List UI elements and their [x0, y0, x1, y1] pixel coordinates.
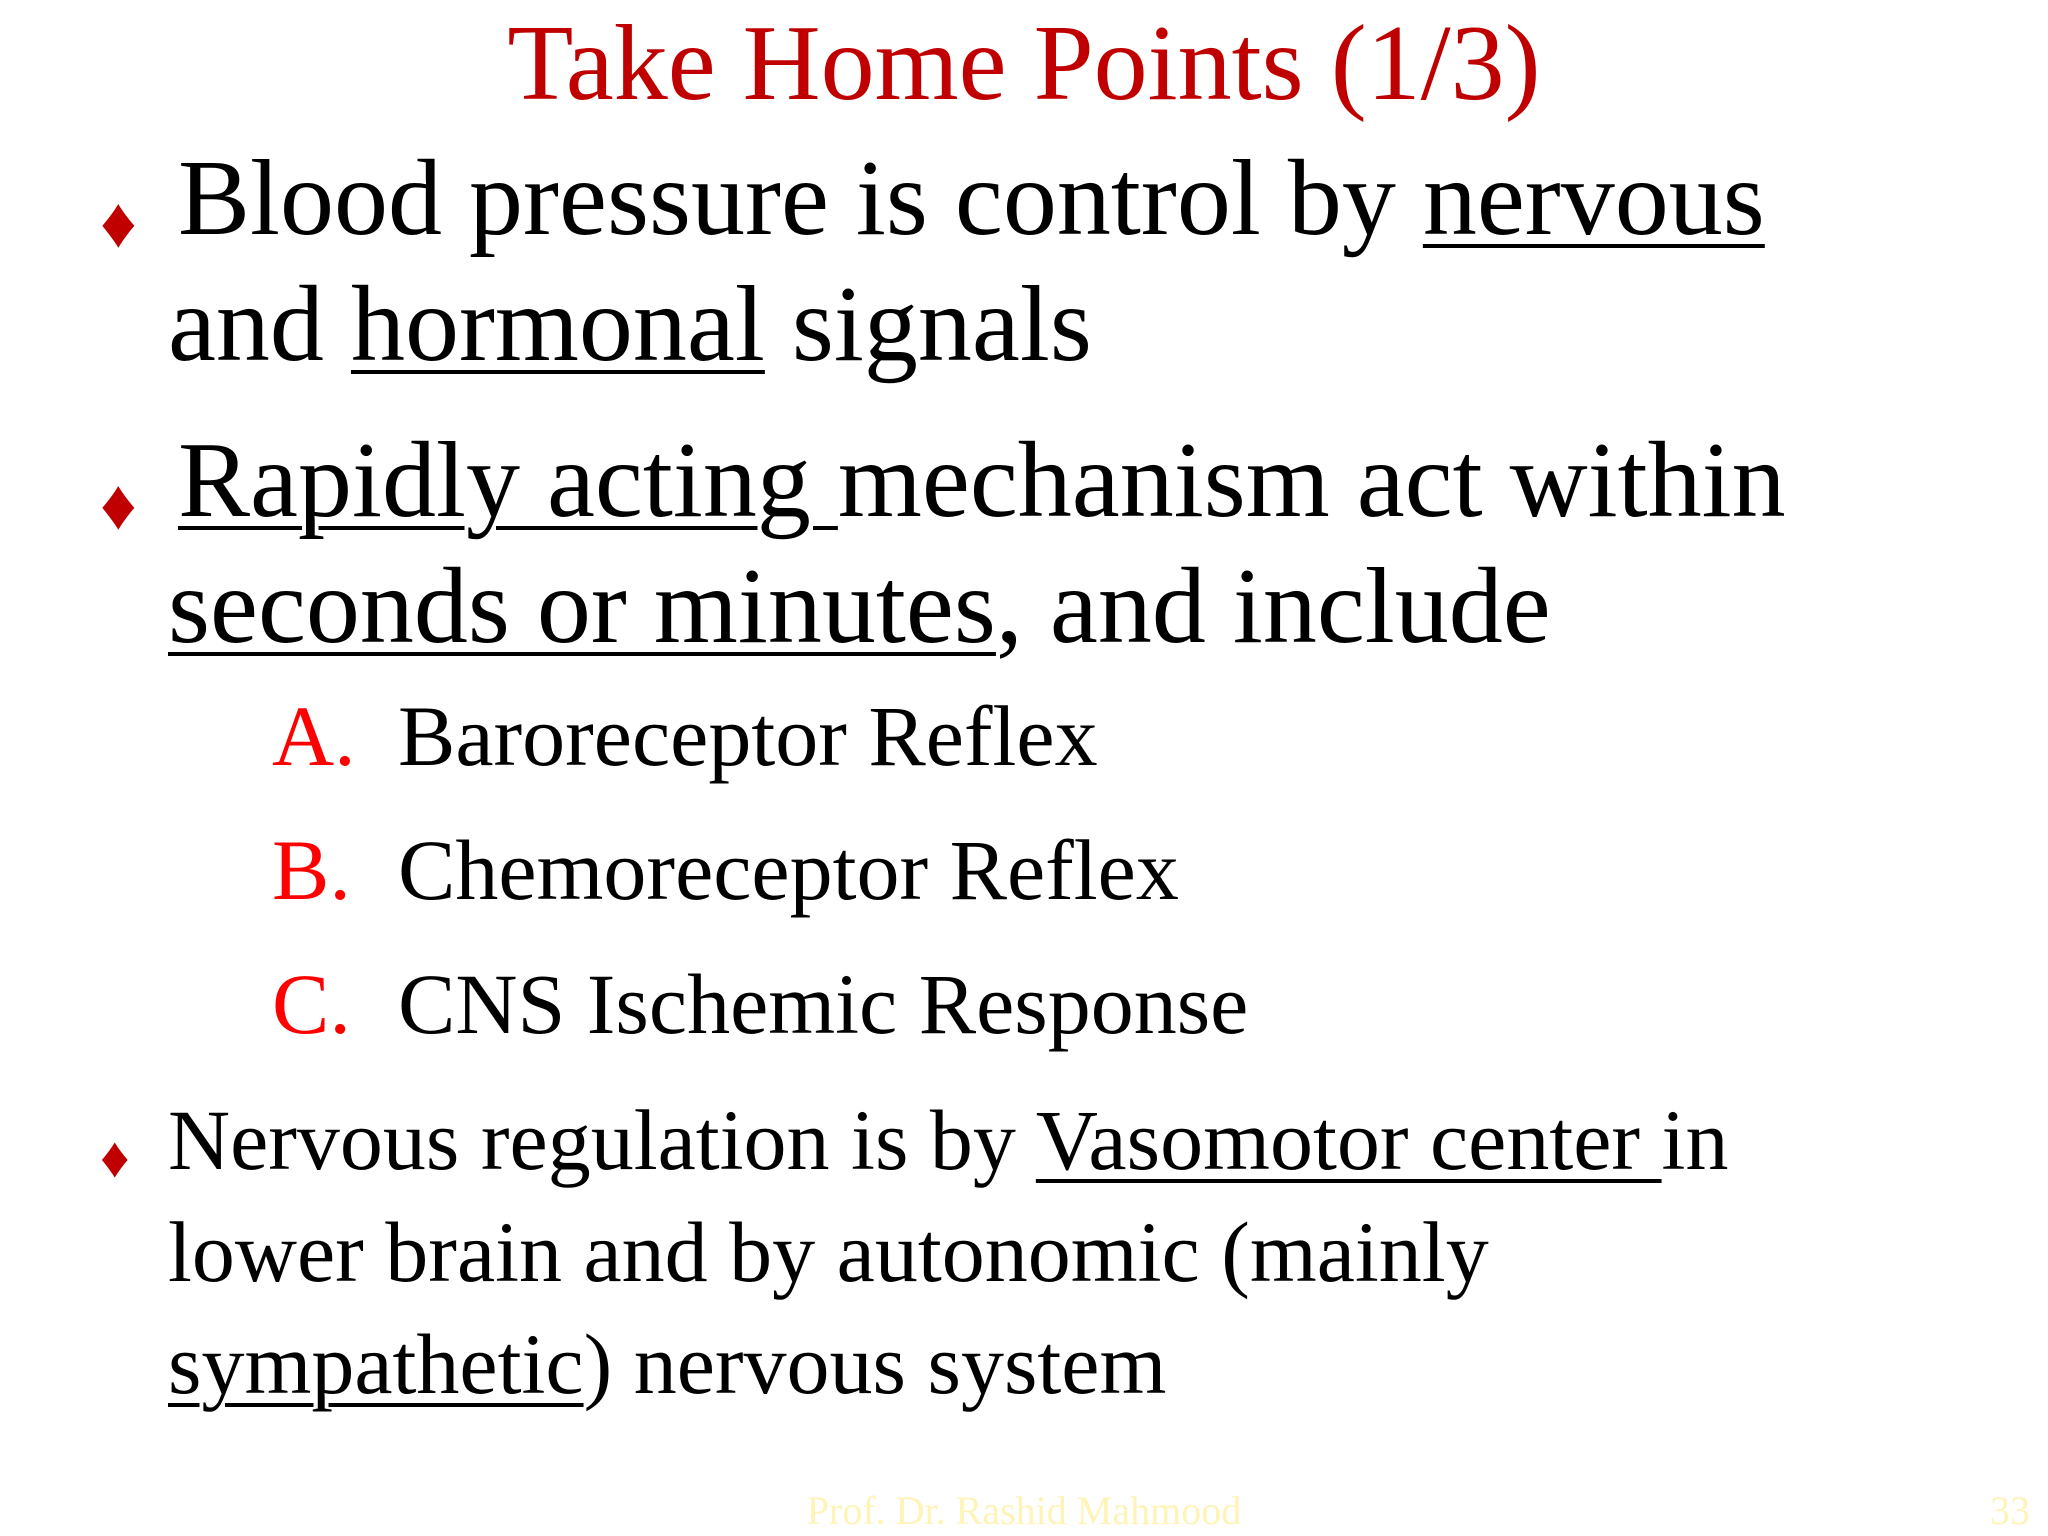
sub-item-letter: B. — [272, 822, 351, 918]
bullet-2 — [100, 418, 2000, 670]
bullet-3-line-3 — [100, 1308, 2000, 1420]
slide-title: Take Home Points (1/3) — [507, 4, 1541, 123]
bullet-3-line-1 — [100, 1084, 2000, 1196]
sub-item-text: CNS Ischemic Response — [398, 956, 1249, 1052]
bullet-3-line-2: lower brain and by autonomic (mainly — [168, 1204, 1489, 1300]
sub-item-a — [272, 686, 1098, 786]
bullet-text: mechanism act within — [837, 421, 1786, 540]
underlined-term: sympathetic — [168, 1316, 584, 1412]
bullet-3 — [100, 1084, 2000, 1420]
underlined-term: seconds or minutes — [168, 547, 996, 666]
bullet-1-line-1 — [100, 136, 2000, 262]
footer-author: Prof. Dr. Rashid Mahmood — [806, 1488, 1242, 1533]
bullet-1-line-2 — [100, 262, 2000, 388]
diamond-bullet-icon: ♦ — [100, 465, 137, 545]
diamond-bullet-icon: ♦ — [100, 183, 137, 263]
underlined-term: Rapidly acting — [178, 421, 838, 540]
sub-item-b — [272, 820, 1179, 920]
diamond-bullet-icon: ♦ — [100, 1125, 130, 1190]
bullet-text: Nervous regulation is by — [168, 1092, 1036, 1188]
sub-item-c — [272, 954, 1248, 1054]
sub-item-letter: A. — [272, 688, 356, 784]
sub-item-text: Baroreceptor Reflex — [398, 688, 1098, 784]
bullet-text: in — [1661, 1092, 1729, 1188]
underlined-term: hormonal — [350, 265, 765, 384]
underlined-term: nervous — [1422, 139, 1765, 258]
bullet-text: signals — [764, 265, 1092, 384]
bullet-text: Blood pressure is control by — [178, 139, 1423, 258]
underlined-term: Vasomotor center — [1035, 1092, 1662, 1188]
bullet-text: ) nervous system — [583, 1316, 1167, 1412]
bullet-2-line-2 — [100, 544, 2000, 670]
page-number: 33 — [1990, 1488, 2030, 1533]
bullet-text: and — [168, 265, 351, 384]
sub-item-letter: C. — [272, 956, 351, 1052]
bullet-2-line-1 — [100, 418, 2000, 544]
bullet-1 — [100, 136, 2000, 388]
sub-item-text: Chemoreceptor Reflex — [398, 822, 1179, 918]
bullet-text: , and include — [995, 547, 1551, 666]
